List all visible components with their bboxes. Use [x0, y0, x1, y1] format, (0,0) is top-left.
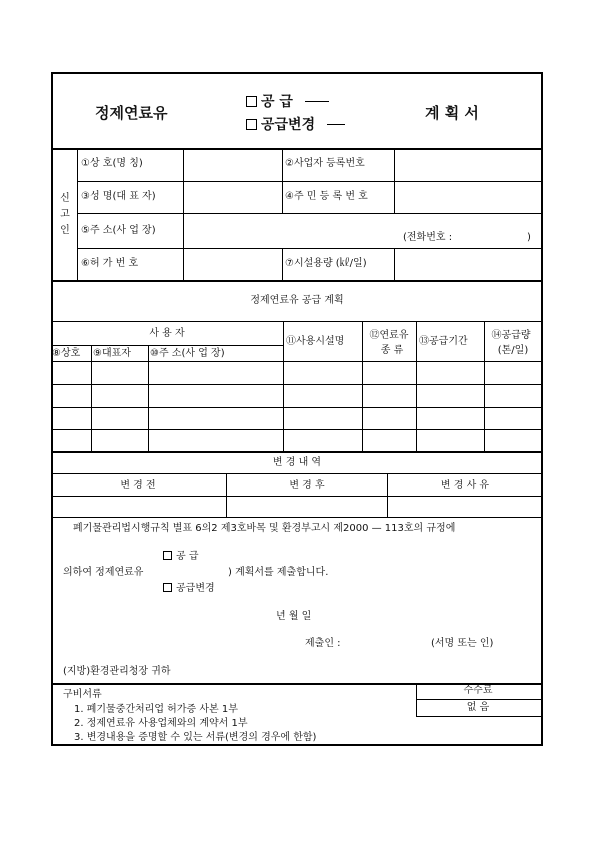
applicant-row-line	[77, 213, 543, 214]
dash-line	[327, 124, 345, 125]
applicant-group-label: 신 고 인	[60, 193, 70, 236]
applicant-bottom-line	[51, 280, 543, 282]
declaration-line1: 폐기물관리법시행규칙 별표 6의2 제3호바목 및 환경부고시 제2000 — 113호의 규정에	[73, 523, 456, 534]
fee-col-line	[416, 684, 417, 716]
label-phone-close: )	[527, 232, 531, 243]
dash-line	[305, 101, 329, 102]
declaration-submitter: 제출인 :	[305, 638, 341, 649]
option-change[interactable]: 공급변경	[246, 117, 345, 134]
fee-label: 수수료	[463, 685, 493, 696]
declaration-addressee: (지방)환경관리청장 귀하	[63, 666, 171, 677]
attachment-item: 3. 변경내용을 증명할 수 있는 서류(변경의 경우에 한함)	[74, 732, 317, 743]
applicant-left-line	[77, 149, 78, 281]
plan-row-line	[51, 429, 543, 430]
label-phone: (전화번호 :	[403, 232, 453, 243]
changes-before: 변 경 전	[120, 480, 156, 491]
title-left: 정제연료유	[95, 104, 168, 122]
plan-col-line	[91, 345, 92, 451]
label-company-name: ①상 호(명 칭)	[81, 158, 143, 169]
changes-col-line	[226, 473, 227, 517]
plan-col-line	[148, 345, 149, 451]
attachment-item: 1. 폐기물중간처리업 허가증 사본 1부	[74, 704, 238, 715]
declaration-line2-left: 의하여 정제연료유	[63, 567, 144, 578]
plan-title-line	[51, 321, 543, 322]
plan-row-line	[51, 384, 543, 385]
option-supply[interactable]: 공 급	[246, 94, 329, 111]
applicant-col-line	[394, 248, 395, 280]
plan-col-rep: ⑨대표자	[93, 348, 131, 359]
title-right: 계 획 서	[425, 104, 479, 122]
changes-after: 변 경 후	[289, 480, 325, 491]
declaration-opt-change[interactable]: 공급변경	[163, 583, 215, 595]
checkbox-change[interactable]	[246, 119, 257, 130]
changes-reason: 변 경 사 유	[440, 480, 490, 491]
applicant-row-line	[77, 248, 543, 249]
plan-user-group: 사 용 자	[149, 328, 185, 339]
plan-col-name: ⑧상호	[52, 348, 81, 359]
fee-mid-line	[416, 699, 543, 700]
applicant-row-line	[77, 181, 543, 182]
applicant-col-line	[282, 149, 283, 213]
plan-col-line	[283, 321, 284, 451]
label-biz-reg-no: ②사업자 등록번호	[285, 158, 365, 169]
changes-bottom-line	[51, 517, 543, 518]
plan-col-facility: ⑪사용시설명	[286, 336, 345, 347]
plan-col-addr: ⑩주 소(사 업 장)	[150, 348, 225, 359]
fee-bottom-line	[416, 716, 543, 717]
plan-col-period: ⑬공급기간	[419, 336, 468, 347]
plan-col-amount-unit: (톤/일)	[497, 345, 529, 356]
label-license-no: ⑥허 가 번 호	[81, 258, 139, 269]
plan-subheader-line	[51, 345, 283, 346]
changes-title-line	[51, 473, 543, 474]
plan-row-line	[51, 407, 543, 408]
declaration-opt-supply[interactable]: 공 급	[163, 551, 199, 563]
label-address: ⑤주 소(사 업 장)	[81, 225, 156, 236]
checkbox-decl-change[interactable]	[163, 583, 172, 592]
declaration-sign: (서명 또는 인)	[431, 638, 494, 649]
changes-title: 변 경 내 역	[272, 457, 322, 468]
plan-col-fuel-type-2: 종 류	[380, 345, 404, 356]
applicant-col-line	[183, 213, 184, 248]
attachments-title: 구비서류	[63, 689, 102, 700]
checkbox-decl-supply[interactable]	[163, 551, 172, 560]
applicant-col-line	[394, 149, 395, 213]
plan-col-line	[416, 321, 417, 451]
applicant-col-line	[282, 248, 283, 280]
plan-col-fuel-type: ⑫연료유	[369, 330, 409, 341]
declaration-date: 년 월 일	[276, 611, 312, 622]
plan-col-amount: ⑭공급량	[491, 330, 531, 341]
label-capacity: ⑦시설용량 (㎘/일)	[285, 258, 367, 269]
changes-header-line	[51, 496, 543, 497]
plan-title: 정제연료유 공급 계획	[250, 295, 344, 306]
header-bottom-line	[51, 148, 543, 150]
fee-value: 없 음	[466, 702, 490, 713]
applicant-col-line	[183, 248, 184, 280]
changes-col-line	[387, 473, 388, 517]
applicant-col-line	[183, 149, 184, 213]
attachment-item: 2. 정제연료유 사용업체와의 계약서 1부	[74, 718, 248, 729]
declaration-line2-right: ) 계획서를 제출합니다.	[228, 567, 329, 578]
checkbox-supply[interactable]	[246, 96, 257, 107]
plan-col-line	[362, 321, 363, 451]
label-resident-no: ④주 민 등 록 번 호	[285, 191, 368, 202]
plan-col-line	[484, 321, 485, 451]
plan-bottom-line	[51, 451, 543, 453]
plan-header-line	[51, 361, 543, 362]
label-name-rep: ③성 명(대 표 자)	[81, 191, 156, 202]
